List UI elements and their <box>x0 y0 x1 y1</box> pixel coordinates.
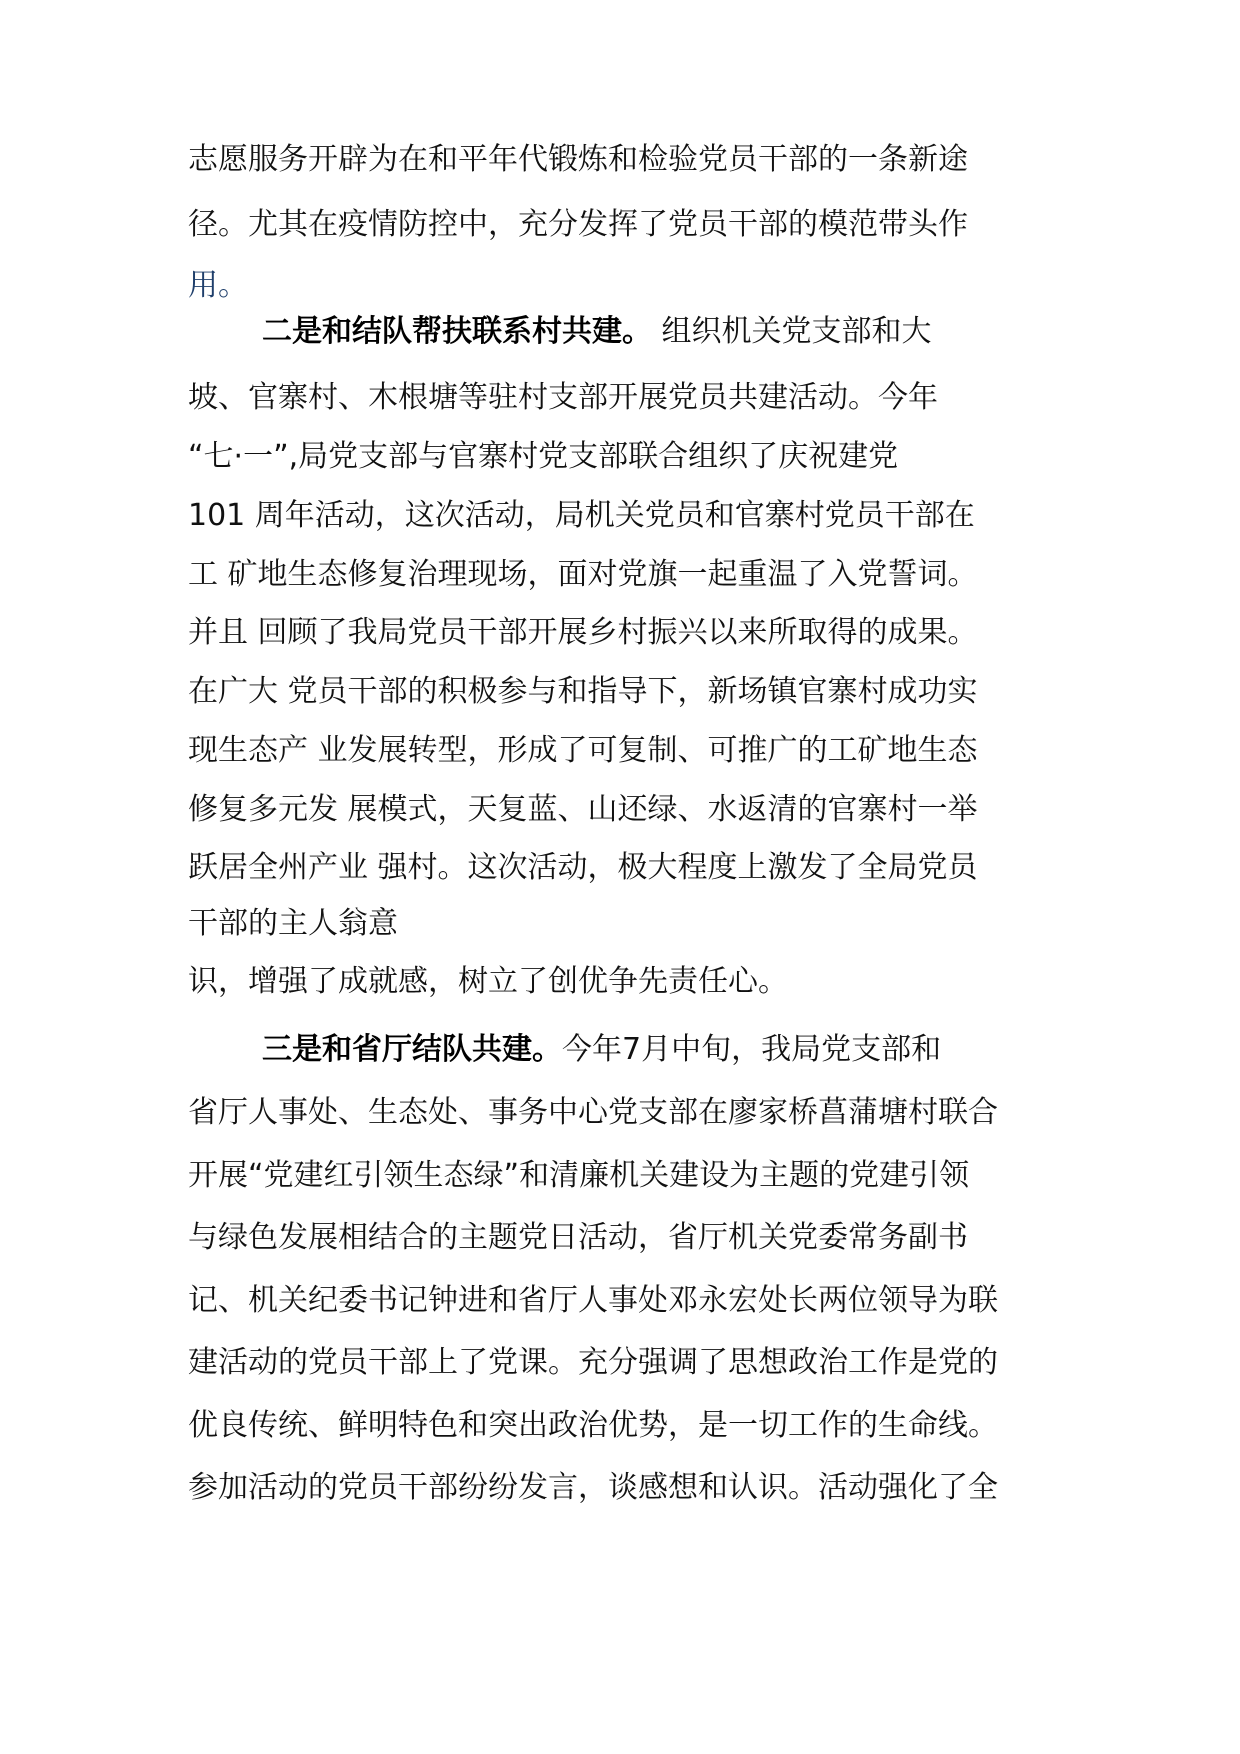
paragraph-2-line-4: 101 周年活动，这次活动，局机关党员和官寨村党员干部在 <box>188 498 975 533</box>
paragraph-2-line-8: 现生态产 业发展转型，形成了可复制、可推广的工矿地生态 <box>188 733 978 768</box>
paragraph-1-line-3: 用。 <box>188 268 248 303</box>
paragraph-3-line-6: 建活动的党员干部上了党课。充分强调了思想政治工作是党的 <box>188 1345 998 1380</box>
paragraph-3-line-5: 记、机关纪委书记钟进和省厅人事处邓永宏处长两位领导为联 <box>188 1283 998 1318</box>
paragraph-2-line-1 <box>262 312 932 352</box>
paragraph-3-line-8: 参加活动的党员干部纷纷发言，谈感想和认识。活动强化了全 <box>188 1470 998 1505</box>
paragraph-3-heading: 三是和省厅结队共建。 <box>262 1032 562 1067</box>
paragraph-2-line-7: 在广大 党员干部的积极参与和指导下，新场镇官寨村成功实 <box>188 674 978 709</box>
paragraph-2-line-11: 干部的主人翁意 <box>188 906 398 941</box>
paragraph-2-line-2: 坡、官寨村、木根塘等驻村支部开展党员共建活动。今年 <box>188 380 938 415</box>
paragraph-2-line-5: 工 矿地生态修复治理现场，面对党旗一起重温了入党誓词。 <box>188 557 978 592</box>
paragraph-2-line-1-text: 组织机关党支部和大 <box>652 314 932 349</box>
paragraph-3-line-1 <box>262 1030 941 1070</box>
paragraph-2-line-12: 识，增强了成就感，树立了创优争先责任心。 <box>188 964 788 999</box>
paragraph-2-heading: 二是和结队帮扶联系村共建。 <box>262 314 652 349</box>
paragraph-3-line-3: 开展“党建红引领生态绿”和清廉机关建设为主题的党建引领 <box>188 1158 970 1193</box>
paragraph-2-line-6: 并且 回顾了我局党员干部开展乡村振兴以来所取得的成果。 <box>188 615 978 650</box>
paragraph-2-line-3: “七·一”,局党支部与官寨村党支部联合组织了庆祝建党 <box>188 439 899 474</box>
paragraph-3-line-4: 与绿色发展相结合的主题党日活动，省厅机关党委常务副书 <box>188 1220 968 1255</box>
paragraph-1-line-1: 志愿服务开辟为在和平年代锻炼和检验党员干部的一条新途 <box>188 142 968 177</box>
paragraph-3-line-1-text: 今年7月中旬，我局党支部和 <box>562 1032 942 1067</box>
paragraph-3-line-2: 省厅人事处、生态处、事务中心党支部在廖家桥菖蒲塘村联合 <box>188 1095 998 1130</box>
paragraph-3-line-7: 优良传统、鲜明特色和突出政治优势，是一切工作的生命线。 <box>188 1408 998 1443</box>
paragraph-1-line-2: 径。尤其在疫情防控中，充分发挥了党员干部的模范带头作 <box>188 207 968 242</box>
paragraph-2-line-9: 修复多元发 展模式，天复蓝、山还绿、水返清的官寨村一举 <box>188 792 978 827</box>
paragraph-2-line-10: 跃居全州产业 强村。这次活动，极大程度上激发了全局党员 <box>188 850 978 885</box>
